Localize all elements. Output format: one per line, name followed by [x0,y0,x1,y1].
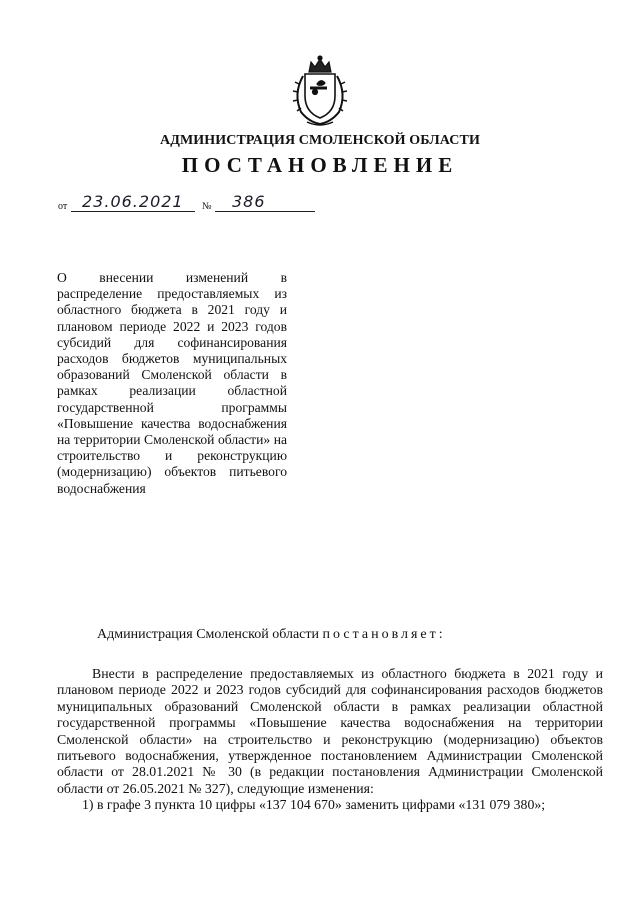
coat-of-arms-icon [287,54,353,128]
document-subject: О внесении изменений в распределение предоставляемых из областного бюджета в 2021 году и плановом периоде 2022 и 2023 годов субсидий для софинансирования расходов бюджетов муниципальных образований Смоленской области в рамках реализации областной государственной программы «Повышение качества водоснабжения на территории Смоленской области» на строительство и реконструкцию (модернизацию) объектов питьевого водоснабжения [57,270,287,496]
document-type-title: ПОСТАНОВЛЕНИЕ [181,153,459,177]
date-value: 23.06.2021 [82,192,184,211]
preamble [97,627,446,643]
organization-title: АДМИНИСТРАЦИЯ СМОЛЕНСКОЙ ОБЛАСТИ [160,133,480,148]
amendment-item-1: 1) в графе 3 пункта 10 цифры «137 104 670» заменить цифрами «131 079 380»; [82,797,546,813]
date-number-line [58,192,328,216]
preamble-text: Администрация Смоленской области [97,627,320,642]
number-label: № [202,201,212,212]
body-paragraph: Внести в распределение предоставляемых из областного бюджета в 2021 году и плановом периоде 2022 и 2023 годов субсидий для софинансирования расходов бюджетов муниципальных образований Смоленской области в рамках реализации областной государственной программы «Повышение качества водоснабжения на территории Смоленской области» на строительство и реконструкцию (модернизацию) объектов питьевого водоснабжения, утвержденное постановлением Администрации Смоленской области от 28.01.2021 № 30 (в редакции постановления Администрации Смоленской области от 26.05.2021 № 327), следующие изменения: [57,666,603,796]
document-body [57,666,603,814]
number-value: 386 [232,192,266,211]
decree-word: постановляет: [322,627,446,642]
date-label: от [58,201,68,212]
